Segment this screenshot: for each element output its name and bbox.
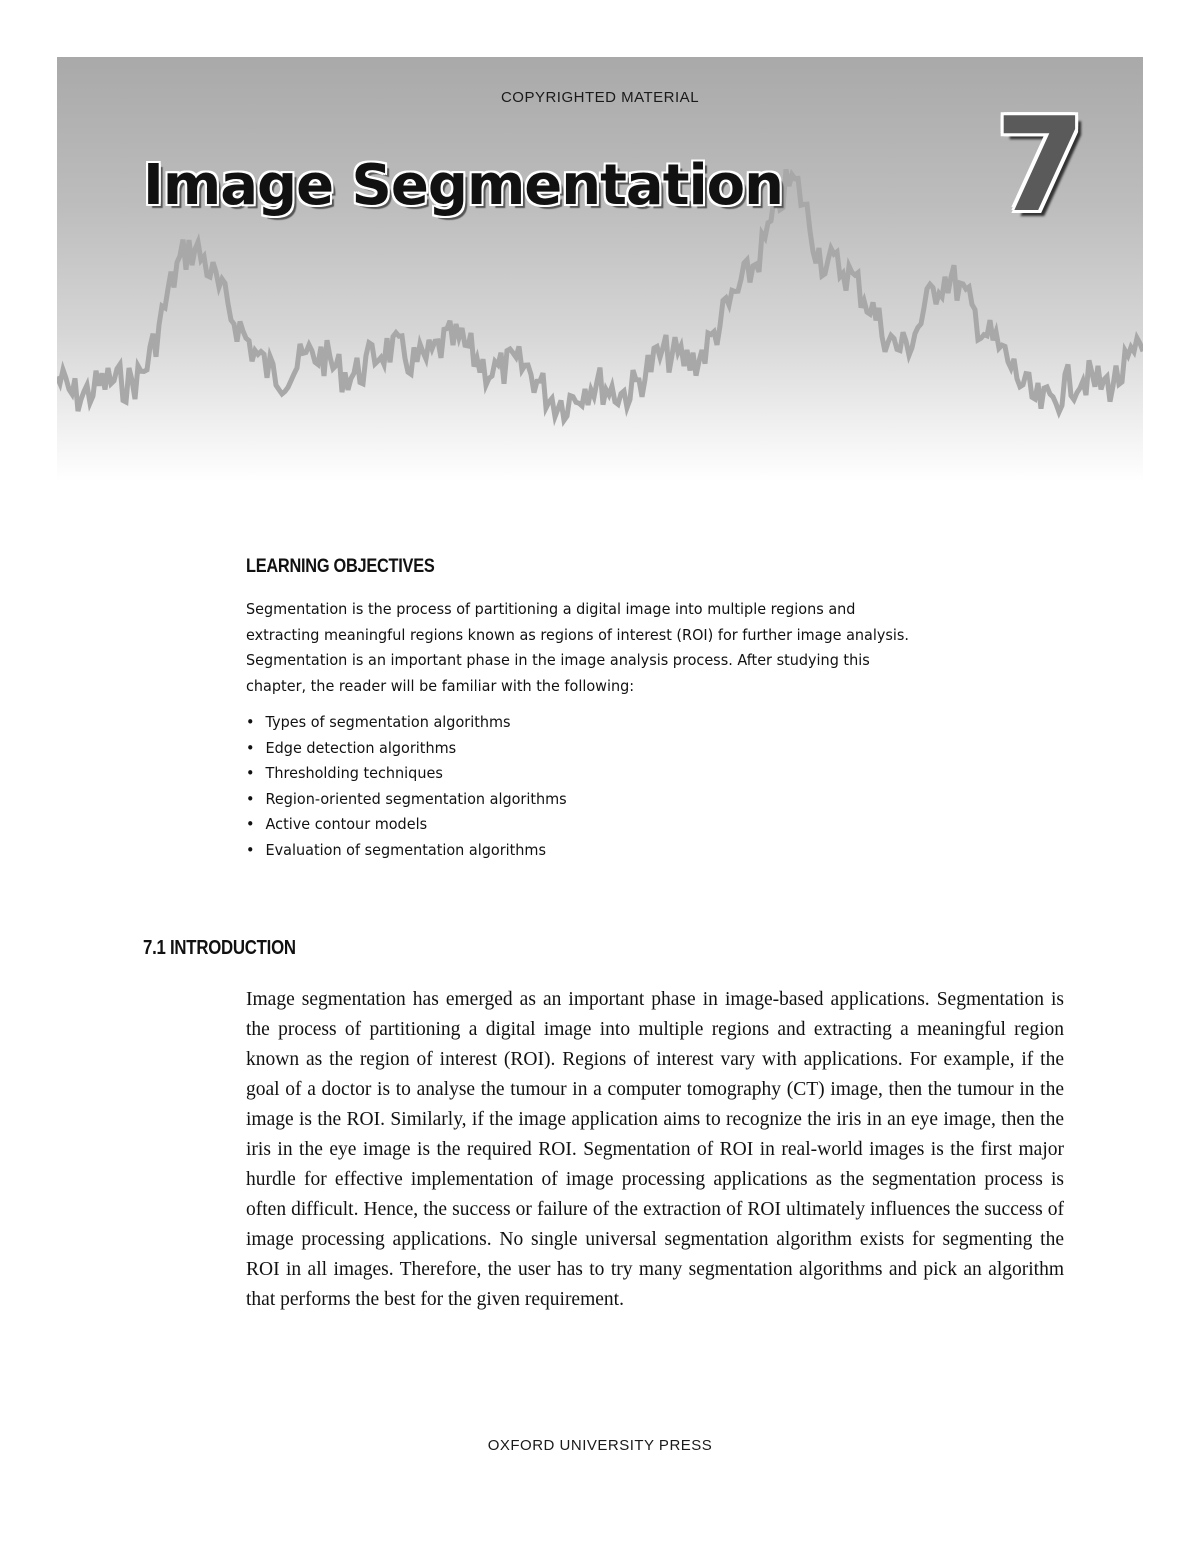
list-item-text: Evaluation of segmentation algorithms [265,840,546,859]
list-item [246,736,567,762]
bullet-icon: • [246,789,255,808]
bullet-icon: • [246,840,255,859]
section-heading: 7.1 INTRODUCTION [143,937,296,959]
learning-objectives-intro: Segmentation is the process of partitioning a digital image into multiple regions and extracting meaningful regions known as regions of interest (ROI) for further image analysis. Segmentation is an important phase in the image analysis process. After studying this chapter, the reader will be familiar with the following: [246,600,910,696]
waveform-graphic [57,57,1143,482]
copyright-notice: COPYRIGHTED MATERIAL [500,89,700,106]
chapter-banner [57,57,1143,482]
chapter-number: 7 [995,89,1086,241]
list-item [246,787,567,813]
chapter-title: Image Segmentation [143,153,783,218]
bullet-icon: • [246,713,255,731]
list-item [246,812,567,838]
learning-objectives-heading: LEARNING OBJECTIVES [246,556,435,577]
learning-objectives-list [246,710,567,864]
bullet-icon: • [246,764,255,783]
list-item [246,761,567,787]
list-item-text: Edge detection algorithms [265,738,457,757]
bullet-icon: • [246,738,255,757]
publisher-footer: OXFORD UNIVERSITY PRESS [487,1437,713,1454]
list-item-text: Types of segmentation algorithms [265,713,511,731]
list-item [246,710,567,736]
list-item [246,838,567,864]
list-item-text: Active contour models [265,815,428,834]
bullet-icon: • [246,815,255,834]
list-item-text: Region-oriented segmentation algorithms [265,789,567,808]
section-paragraph: Image segmentation has emerged as an important phase in image-based applications. Segmentation is the process of partitioning a digital image into multiple regions and extracting a meaningful region known as the region of interest (ROI). Regions of interest vary with applications. For example, if the goal of a doctor is to analyse the tumour in a computer tomography (CT) image, then the tumour in the image is the ROI. Similarly, if the image application aims to recognize the iris in an eye image, then the iris in the eye image is the required ROI. Segmentation of ROI in real-world images is the first major hurdle for effective implementation of image processing applications as the segmentation process is often difficult. Hence, the success or failure of the extraction of ROI ultimately influences the success of image processing applications. No single universal segmentation algorithm exists for segmenting the ROI in all images. Therefore, the user has to try many segmentation algorithms and pick an algorithm that performs the best for the given requirement. [246,989,1064,1310]
list-item-text: Thresholding techniques [265,764,443,783]
